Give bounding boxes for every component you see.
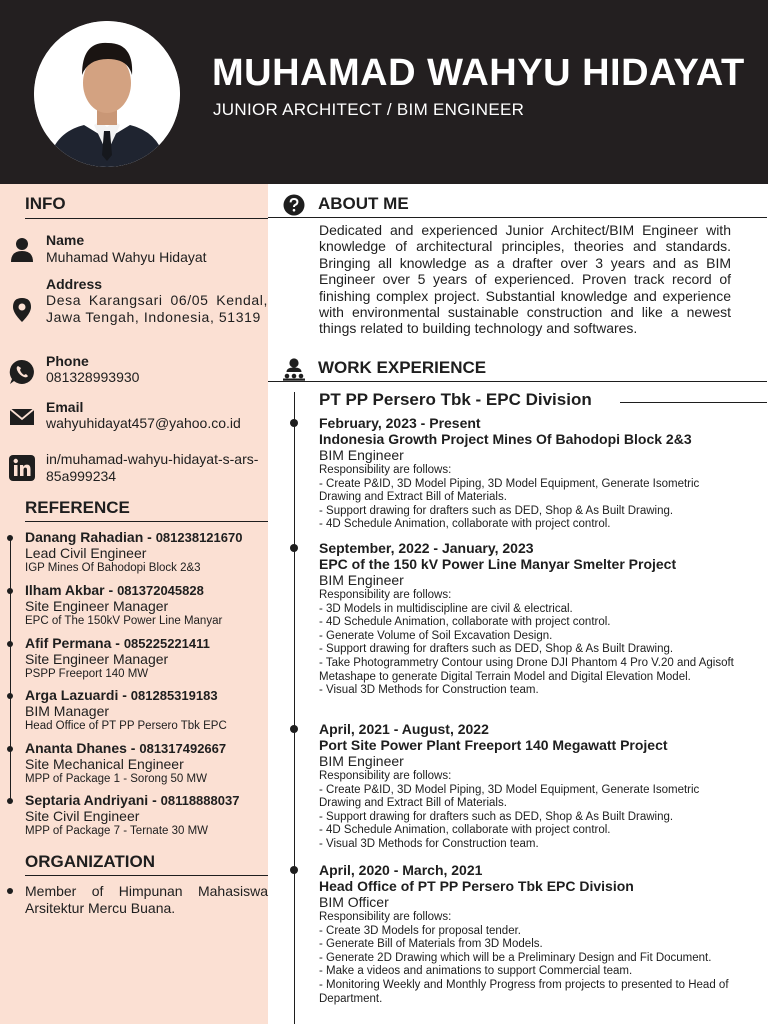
work-timeline [294, 392, 295, 1024]
reference-phone: 081317492667 [139, 741, 227, 756]
reference-name: Danang Rahadian - [25, 529, 156, 545]
profile-photo [34, 21, 180, 167]
question-icon [283, 194, 305, 216]
reference-phone: 085225221411 [123, 636, 210, 651]
reference-role: Site Engineer Manager [25, 598, 169, 614]
linkedin-value[interactable]: in/muhamad-wahyu-hidayat-s-ars-85a999234 [46, 451, 259, 484]
reference-role: Site Mechanical Engineer [25, 756, 184, 772]
job-task: - Generate 2D Drawing which will be a Preliminary Design and Fit Document. [319, 951, 712, 964]
info-divider [25, 218, 268, 219]
job-project: Port Site Power Plant Freeport 140 Megawatt Project [319, 737, 668, 753]
reference-bullet [7, 798, 13, 804]
job-project: EPC of the 150 kV Power Line Manyar Smelter Project [319, 556, 677, 572]
job-date: February, 2023 - Present [319, 415, 481, 431]
reference-item [25, 635, 268, 682]
job-task: - Support drawing for drafters such as DED, Shop & As Built Drawing. [319, 643, 674, 656]
job-task: - Generate Bill of Materials from 3D Models. [319, 938, 543, 951]
reference-bullet [7, 641, 13, 647]
reference-phone: 081372045828 [117, 583, 204, 598]
reference-bullet [7, 693, 13, 699]
reference-org: EPC of The 150kV Power Line Manyar [25, 615, 223, 627]
reference-name: Septaria Andriyani - [25, 792, 161, 808]
reference-timeline [10, 540, 11, 800]
job-project: Indonesia Growth Project Mines Of Bahodopi Block 2&3 [319, 431, 692, 447]
company-divider [620, 402, 767, 403]
reference-divider [25, 521, 268, 522]
reference-role: Site Civil Engineer [25, 808, 140, 824]
reference-item [25, 687, 268, 734]
job-task: - Create P&ID, 3D Model Piping, 3D Model Equipment, Generate Isometric Drawing and Extract Bill of Materials. [319, 783, 700, 810]
job-date: April, 2020 - March, 2021 [319, 862, 483, 878]
job-task: - 4D Schedule Animation, collaborate with project control. [319, 824, 611, 837]
job-role: BIM Officer [319, 894, 389, 910]
job-responsibility-label: Responsibility are follows: [319, 589, 452, 601]
reference-org: MPP of Package 1 - Sorong 50 MW [25, 773, 207, 785]
reference-heading: REFERENCE [25, 498, 130, 517]
reference-name: Afif Permana - [25, 635, 124, 651]
company-name: PT PP Persero Tbk - EPC Division [319, 390, 592, 409]
job-bullet [290, 419, 298, 427]
job-task: - Visual 3D Methods for Construction team. [319, 684, 539, 697]
job-entry [319, 415, 739, 532]
job-entry [319, 862, 739, 1006]
reference-role: Site Engineer Manager [25, 651, 169, 667]
about-text: Dedicated and experienced Junior Architect/BIM Engineer with knowledge of architectural principles, theories and standards. Bringing all knowledge as a drafter over 3 years and as BIM Engineer over 5 years of experienced. Proven track record of finishing complex project. Substantial knowledge and experience with environmental sustainable construction and like a newest things related to building technology and softwares. [319, 222, 731, 337]
address-label: Address [46, 276, 103, 292]
name-label: Name [46, 232, 85, 248]
job-role: BIM Engineer [319, 572, 404, 588]
job-task: - Monitoring Weekly and Monthly Progress from projects to presented to Head of Department. [319, 978, 729, 1005]
job-entry [319, 540, 739, 698]
reference-name: Ananta Dhanes - [25, 740, 140, 756]
job-responsibility-label: Responsibility are follows: [319, 770, 452, 782]
reference-item [25, 792, 268, 839]
info-heading: INFO [25, 194, 66, 213]
reference-role: Lead Civil Engineer [25, 545, 147, 561]
job-task: - 4D Schedule Animation, collaborate with project control. [319, 616, 611, 629]
address-value: Desa Karangsari 06/05 Kendal, Jawa Tengah, Indonesia, 51319 [46, 292, 268, 325]
about-heading: ABOUT ME [318, 194, 409, 213]
job-project: Head Office of PT PP Persero Tbk EPC Division [319, 878, 634, 894]
job-task: - 4D Schedule Animation, collaborate with project control. [319, 518, 611, 531]
job-bullet [290, 725, 298, 733]
organization-text: Member of Himpunan Mahasiswa Arsitektur Mercu Buana. [25, 883, 268, 916]
job-role: BIM Engineer [319, 447, 404, 463]
header-banner [0, 0, 768, 184]
work-divider [268, 381, 767, 382]
reference-phone: 081285319183 [130, 688, 218, 703]
reference-bullet [7, 535, 13, 541]
job-task: - Generate Volume of Soil Excavation Design. [319, 629, 553, 642]
job-date: April, 2021 - August, 2022 [319, 721, 489, 737]
email-icon [8, 403, 36, 431]
reference-phone: 08118888037 [160, 793, 240, 808]
job-responsibility-label: Responsibility are follows: [319, 464, 452, 476]
job-task: - Create P&ID, 3D Model Piping, 3D Model Equipment, Generate Isometric Drawing and Extract Bill of Materials. [319, 477, 700, 504]
whatsapp-icon [8, 358, 36, 386]
email-value[interactable]: wahyuhidayat457@yahoo.co.id [46, 415, 241, 431]
job-role: BIM Engineer [319, 753, 404, 769]
reference-role: BIM Manager [25, 703, 110, 719]
reference-org: MPP of Package 7 - Ternate 30 MW [25, 825, 209, 837]
location-pin-icon [8, 296, 36, 324]
job-task: - Make a videos and animations to support Commercial team. [319, 965, 633, 978]
reference-bullet [7, 588, 13, 594]
job-date: September, 2022 - January, 2023 [319, 540, 534, 556]
reference-name: Arga Lazuardi - [25, 687, 131, 703]
job-task: - Take Photogrammetry Contour using Drone DJI Phantom 4 Pro V.20 and Agisoft Metashape to generate Digital Terrain Model and Digital Elevation Model. [319, 656, 734, 683]
organization-bullet [7, 888, 13, 894]
reference-item [25, 529, 268, 576]
job-bullet [290, 544, 298, 552]
organization-heading: ORGANIZATION [25, 852, 156, 871]
job-task: - Visual 3D Methods for Construction team. [319, 837, 539, 850]
phone-label: Phone [46, 353, 89, 369]
phone-value[interactable]: 081328993930 [46, 369, 140, 385]
candidate-name: MUHAMAD WAHYU HIDAYAT [212, 52, 745, 94]
job-task: - Create 3D Models for proposal tender. [319, 924, 521, 937]
job-task: - Support drawing for drafters such as DED, Shop & As Built Drawing. [319, 504, 674, 517]
candidate-title: JUNIOR ARCHITECT / BIM ENGINEER [213, 100, 525, 119]
job-bullet [290, 866, 298, 874]
job-task: - 3D Models in multidiscipline are civil & electrical. [319, 602, 573, 615]
reference-org: PSPP Freeport 140 MW [25, 668, 149, 680]
name-value: Muhamad Wahyu Hidayat [46, 249, 207, 265]
reference-item [25, 582, 268, 629]
reference-phone: 081238121670 [155, 530, 243, 545]
person-icon [8, 236, 36, 264]
team-icon [282, 357, 306, 381]
reference-org: Head Office of PT PP Persero Tbk EPC [25, 720, 227, 732]
reference-bullet [7, 746, 13, 752]
job-task: - Support drawing for drafters such as DED, Shop & As Built Drawing. [319, 810, 674, 823]
about-divider [268, 217, 767, 218]
reference-item [25, 740, 268, 787]
job-responsibility-label: Responsibility are follows: [319, 911, 452, 923]
reference-org: IGP Mines Of Bahodopi Block 2&3 [25, 562, 201, 574]
linkedin-icon [8, 454, 36, 482]
email-label: Email [46, 399, 84, 415]
reference-name: Ilham Akbar - [25, 582, 118, 598]
work-heading: WORK EXPERIENCE [318, 358, 487, 377]
job-entry [319, 721, 739, 852]
organization-divider [25, 875, 268, 876]
